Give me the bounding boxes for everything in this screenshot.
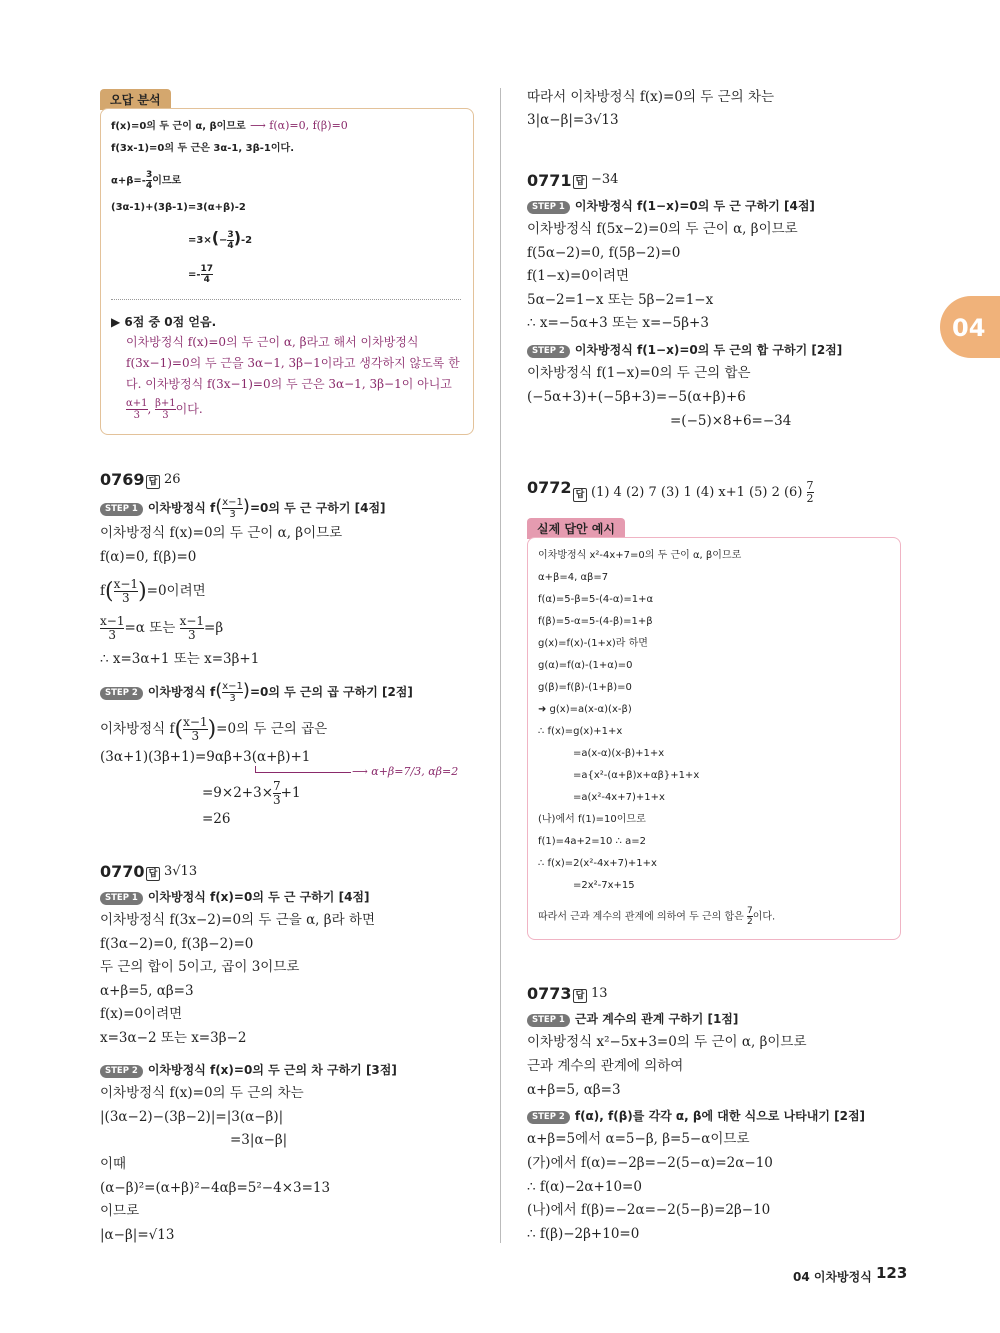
frac-den: 3 — [229, 509, 236, 520]
q0771-number: 0771 — [527, 171, 572, 190]
hw-line: g(α)=f(α)-(1+α)=0 — [538, 660, 633, 671]
frac-num: x−1 — [100, 614, 125, 628]
step-badge: STEP 1 — [527, 1014, 570, 1027]
q0769-line: (3α+1)(3β+1)=9αβ+3(α+β)+1 — [100, 749, 311, 765]
fraction — [273, 780, 281, 807]
frac-num: x−1 — [222, 497, 243, 508]
frac-num: 7 — [806, 479, 814, 492]
q0773-line: (나)에서 f(β)=−2α=−2(5−β)=2β−10 — [527, 1202, 771, 1218]
q0772-number: 0772 — [527, 478, 572, 497]
q0769-line: 이차방정식 f( $\frac{x-1}{3}$ )=0의 두 근의 곱은 — [100, 715, 328, 743]
q0769-line: =26 — [202, 811, 231, 827]
step-text: =0의 두 근의 곱 구하기 [2점] — [249, 685, 413, 699]
q0773-line: α+β=5에서 α=5−β, β=5−α이므로 — [527, 1131, 750, 1147]
ea-hw-text: 이므로 — [152, 175, 182, 187]
q0769-note-text: α+β=7/3, αβ=2 — [371, 765, 459, 778]
fraction — [222, 497, 243, 520]
frac-den: 3 — [187, 628, 196, 642]
fraction — [222, 681, 243, 704]
q0770-line: 이때 — [100, 1156, 127, 1172]
q0771-line: ∴ x=−5α+3 또는 x=−5β+3 — [527, 315, 709, 331]
step-badge: STEP 2 — [100, 1065, 143, 1078]
q0769-number: 0769 — [100, 470, 145, 489]
frac-den: 3 — [229, 693, 236, 704]
q0769-line — [100, 615, 223, 642]
hw-line: =2x²-7x+15 — [573, 880, 635, 891]
ea-hw-line: f(3x-1)=0의 두 근은 3α-1, 3β-1이다. — [111, 143, 294, 154]
hw-line: 이차방정식 x²-4x+7=0의 두 근이 α, β이므로 — [538, 550, 742, 561]
step-badge: STEP 2 — [100, 687, 143, 700]
q0773-step1 — [527, 1010, 738, 1027]
q0771-answer-value: −34 — [591, 172, 619, 187]
ea-hw-line — [188, 264, 213, 285]
q0771-line: 5α−2=1−x 또는 5β−2=1−x — [527, 292, 714, 308]
q0771-line: (−5α+3)+(−5β+3)=−5(α+β)+6 — [527, 389, 746, 405]
ea-score: ▶ 6점 중 0점 얻음. — [111, 315, 217, 329]
step-text: 근과 계수의 관계 구하기 [1점] — [574, 1012, 739, 1026]
q0773-answer-value: 13 — [591, 986, 608, 1001]
hw-line: =a{x²-(α+β)x+αβ}+1+x — [573, 770, 700, 781]
ea-comment-line: f(3x−1)=0의 두 근을 3α−1, 3β−1이라고 생각하지 않도록 한 — [126, 356, 460, 370]
q0773-line: 근과 계수의 관계에 의하여 — [527, 1058, 684, 1074]
q0769-text: =9×2+3× — [202, 785, 274, 801]
ea-comment-line: 이차방정식 f(x)=0의 두 근이 α, β라고 해서 이차방정식 — [126, 335, 419, 349]
ea-frac-den: 4 — [145, 181, 153, 191]
q0771-step2 — [527, 341, 842, 358]
q0770-line: 이차방정식 f(x)=0의 두 근의 차는 — [100, 1085, 304, 1101]
ea-frac-num: 17 — [200, 264, 214, 274]
chapter-side-tab — [940, 296, 1000, 358]
step-text: 이차방정식 f — [147, 501, 216, 515]
fraction — [180, 615, 204, 642]
answer-icon: 답 — [573, 175, 587, 189]
hw-text: 따라서 근과 계수의 관계에 의하여 두 근의 합은 — [538, 911, 744, 923]
footer-chapter: 04 이차방정식 — [793, 1270, 872, 1284]
q0770-line: (α−β)²=(α+β)²−4αβ=5²−4×3=13 — [100, 1180, 331, 1196]
q0773-line: (가)에서 f(α)=−2β=−2(5−α)=2α−10 — [527, 1155, 773, 1171]
q0771-answer — [573, 172, 618, 189]
ea-frac-num: 3 — [227, 229, 234, 240]
q0773-line: ∴ f(α)−2α+10=0 — [527, 1179, 642, 1195]
q0769-answer — [146, 472, 181, 489]
hw-line: g(β)=f(β)-(1+β)=0 — [538, 682, 632, 693]
hw-line: =a(x-α)(x-β)+1+x — [573, 748, 665, 759]
ea-arrow-note: ⟶ f(α)=0, f(β)=0 — [250, 119, 348, 132]
q0770-line: |α−β|=√13 — [100, 1227, 175, 1243]
hw-line: ∴ f(x)=2(x²-4x+7)+1+x — [538, 858, 657, 869]
q0771-line: 이차방정식 f(1−x)=0의 두 근의 합은 — [527, 365, 751, 381]
q0769-note-connector — [255, 766, 351, 773]
q0770-answer — [146, 864, 197, 881]
ea-arrow-note-text: f(α)=0, f(β)=0 — [269, 119, 348, 132]
q0773-line: 이차방정식 x²−5x+3=0의 두 근이 α, β이므로 — [527, 1034, 807, 1050]
step-text: =0의 두 근 구하기 [4점] — [249, 501, 386, 515]
error-analysis-tab: 오답 분석 — [100, 89, 171, 110]
ea-hw-line — [111, 170, 181, 191]
ea-hw-line: =3×(− $\frac{3}{4}$ )-2 — [188, 228, 253, 251]
q0770-line: 이차방정식 f(3x−2)=0의 두 근을 α, β라 하면 — [100, 912, 375, 928]
q0770-line: f(3α−2)=0, f(3β−2)=0 — [100, 936, 254, 952]
hw-line: α+β=4, αβ=7 — [538, 572, 609, 583]
q0770-number: 0770 — [100, 862, 145, 881]
q0773-line: ∴ f(β)−2β+10=0 — [527, 1226, 640, 1242]
q0769-line: f(α)=0, f(β)=0 — [100, 549, 197, 565]
ea-hw-text: -2 — [241, 235, 253, 246]
fraction — [100, 615, 124, 642]
step-text: 이차방정식 f(x)=0의 두 근 구하기 [4점] — [147, 890, 370, 904]
q0769-text: 이차방정식 f — [100, 721, 175, 737]
ea-hw-text: α+β=- — [111, 175, 146, 187]
ea-frac-den: 4 — [227, 240, 234, 251]
frac-num: 7 — [273, 779, 281, 793]
ea-hw-text: =- — [188, 269, 201, 281]
hw-line: =a(x²-4x+7)+1+x — [573, 792, 665, 803]
q0769-line: f( $\frac{x-1}{3}$ )=0이려면 — [100, 577, 206, 605]
q0770-line: x=3α−2 또는 x=3β−2 — [100, 1030, 247, 1046]
q0769-text: =α 또는 — [124, 620, 176, 636]
fraction — [114, 578, 138, 605]
hw-line: ➜ g(x)=a(x-α)(x-β) — [538, 704, 632, 715]
ea-comment-text: 이다. — [175, 402, 203, 416]
frac-den: 3 — [108, 628, 117, 642]
q0771-step1 — [527, 197, 815, 214]
frac-num: x−1 — [113, 577, 139, 591]
frac-den: 2 — [746, 917, 753, 927]
q0771-line: f(5α−2)=0, f(5β−2)=0 — [527, 245, 681, 261]
ea-frac-den: 3 — [133, 410, 140, 421]
frac-den: 3 — [122, 591, 130, 605]
ea-hw-line: f(x)=0의 두 근이 α, β이므로 — [111, 121, 246, 132]
q0773-line: α+β=5, αβ=3 — [527, 1082, 621, 1098]
hw-line: (나)에서 f(1)=10이므로 — [538, 814, 646, 825]
q0769-line: 이차방정식 f(x)=0의 두 근이 α, β이므로 — [100, 525, 343, 541]
column-divider — [500, 88, 501, 1243]
q0769-text: =0의 두 근의 곱은 — [216, 721, 328, 737]
q0772-answer-value: (1) 4 (2) 7 (3) 1 (4) x+1 (5) 2 (6) — [591, 485, 803, 500]
ea-comment-line: $\frac{\alpha+1}{3}$ , $\frac{\beta+1}{3}$ 이다. — [126, 398, 203, 421]
frac-num: x−1 — [183, 715, 208, 729]
answer-icon: 답 — [146, 475, 160, 489]
ea-fraction — [201, 264, 214, 285]
frac-den: 2 — [806, 492, 814, 505]
q0769-note: ⟶ α+β=7/3, αβ=2 — [352, 765, 459, 778]
hw-line: f(1)=4a+2=10 ∴ a=2 — [538, 836, 646, 847]
step-badge: STEP 1 — [100, 503, 143, 516]
step-badge: STEP 2 — [527, 1111, 570, 1124]
chapter-side-tab-label: 04 — [952, 314, 986, 342]
ea-hw-text: =3× — [188, 235, 212, 246]
q0769-line — [202, 780, 301, 807]
ea-comment-line: 다. 이차방정식 f(3x−1)=0의 두 근은 3α−1, 3β−1이 아니고 — [126, 377, 452, 391]
q0769-step1: STEP 1 이차방정식 f( $\frac{x-1}{3}$ )=0의 두 근 구하기 [4점] — [100, 496, 386, 520]
frac-num: x−1 — [222, 681, 243, 692]
ea-hw-line: (3α-1)+(3β-1)=3(α+β)-2 — [111, 202, 246, 213]
ea-frac-den: 4 — [203, 275, 210, 285]
ea-dotted-divider — [111, 299, 461, 300]
hw-line: f(α)=5-β=5-(4-α)=1+α — [538, 594, 654, 605]
answer-icon: 답 — [573, 989, 587, 1003]
hw-line: g(x)=f(x)-(1+x)라 하면 — [538, 638, 648, 649]
q0771-line: 이차방정식 f(5x−2)=0의 두 근이 α, β이므로 — [527, 221, 798, 237]
q0770-line: α+β=5, αβ=3 — [100, 983, 194, 999]
q0770-step2 — [100, 1061, 397, 1078]
answer-icon: 답 — [146, 867, 160, 881]
q0773-step2 — [527, 1107, 865, 1124]
fraction — [807, 480, 814, 505]
ea-frac-num: β+1 — [155, 398, 176, 409]
right-top-line: 따라서 이차방정식 f(x)=0의 두 근의 차는 — [527, 89, 775, 105]
hw-line: ∴ f(x)=g(x)+1+x — [538, 726, 623, 737]
hw-line: f(β)=5-α=5-(4-β)=1+β — [538, 616, 653, 627]
step-text: f(α), f(β)를 각각 α, β에 대한 식으로 나타내기 [2점] — [574, 1109, 866, 1123]
q0769-text: =β — [204, 620, 224, 636]
frac-num: 7 — [746, 906, 753, 916]
q0770-line: =3|α−β| — [230, 1132, 288, 1148]
q0770-line: 두 근의 합이 5이고, 곱이 3이므로 — [100, 959, 300, 975]
hw-line — [538, 906, 775, 927]
q0770-answer-value: 3√13 — [164, 864, 198, 879]
q0772-answer — [573, 480, 814, 505]
q0769-text: +1 — [280, 785, 301, 801]
q0773-answer — [573, 986, 608, 1003]
ea-frac-den: 3 — [162, 410, 169, 421]
ea-fraction — [126, 398, 148, 421]
ea-frac-num: 3 — [145, 170, 153, 180]
q0769-step2: STEP 2 이차방정식 f( $\frac{x-1}{3}$ )=0의 두 근의 곱 구하기 [2점] — [100, 680, 413, 704]
step-badge: STEP 2 — [527, 345, 570, 358]
q0773-number: 0773 — [527, 984, 572, 1003]
step-badge: STEP 1 — [527, 201, 570, 214]
hw-text: 이다. — [752, 911, 776, 923]
step-text: 이차방정식 f(1−x)=0의 두 근 구하기 [4점] — [574, 199, 815, 213]
step-text: 이차방정식 f — [147, 685, 216, 699]
ea-frac-num: α+1 — [126, 398, 148, 409]
answer-icon: 답 — [573, 488, 587, 502]
frac-den: 3 — [191, 729, 200, 743]
step-text: 이차방정식 f(1−x)=0의 두 근의 합 구하기 [2점] — [574, 343, 843, 357]
q0769-line: ∴ x=3α+1 또는 x=3β+1 — [100, 651, 260, 667]
q0769-answer-value: 26 — [164, 472, 181, 487]
fraction — [183, 716, 207, 743]
step-badge: STEP 1 — [100, 892, 143, 905]
q0770-step1 — [100, 888, 370, 905]
q0771-line: =(−5)×8+6=−34 — [670, 413, 792, 429]
right-top-line: 3|α−β|=3√13 — [527, 112, 619, 128]
actual-answer-tab: 실제 답안 예시 — [527, 518, 625, 539]
frac-den: 3 — [273, 793, 281, 807]
q0770-line: f(x)=0이려면 — [100, 1006, 183, 1022]
frac-num: x−1 — [179, 614, 205, 628]
q0769-text: =0이려면 — [146, 583, 206, 599]
footer-page-number: 123 — [876, 1264, 908, 1282]
step-text: 이차방정식 f(x)=0의 두 근의 차 구하기 [3점] — [147, 1063, 397, 1077]
ea-fraction — [155, 398, 176, 421]
q0770-line: 이므로 — [100, 1203, 140, 1219]
q0770-line: |(3α−2)−(3β−2)|=|3(α−β)| — [100, 1109, 284, 1125]
q0771-line: f(1−x)=0이려면 — [527, 268, 630, 284]
